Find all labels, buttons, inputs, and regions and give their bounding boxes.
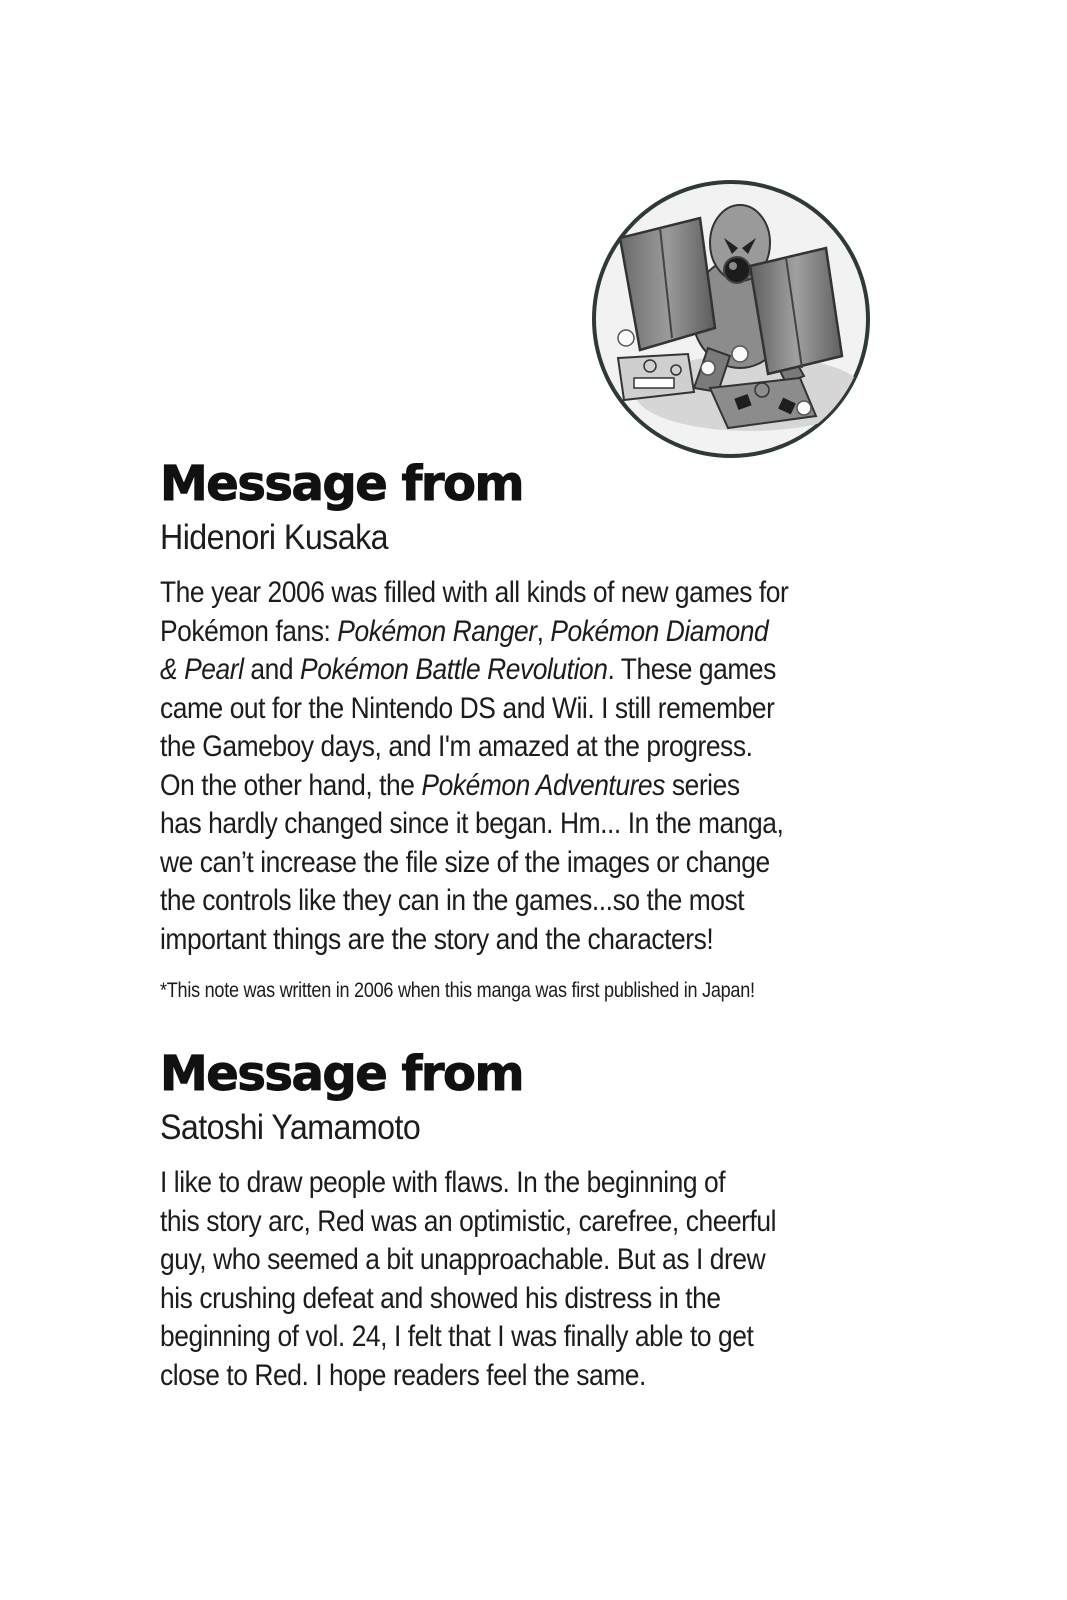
text-run: Pokémon fans: <box>160 614 338 648</box>
text-run: and <box>243 653 301 686</box>
italic-title: Pokémon Ranger <box>337 614 537 648</box>
italic-title: Pokémon Adventures <box>421 768 665 802</box>
text-line <box>160 1318 794 1357</box>
text-run: beginning of vol. 24, I felt that I was finally able to get <box>160 1320 754 1353</box>
text-line <box>160 1164 794 1203</box>
text-run: has hardly changed since it began. Hm... In the manga, <box>160 807 784 840</box>
text-line <box>160 690 794 729</box>
text-run: this story arc, Red was an optimistic, carefree, cheerful <box>160 1204 777 1238</box>
text-line <box>160 921 794 960</box>
text-run: close to Red. I hope readers feel the same. <box>160 1358 646 1392</box>
text-line <box>160 651 794 690</box>
italic-title: & Pearl <box>160 653 244 686</box>
text-line <box>160 613 794 652</box>
text-line <box>160 767 794 806</box>
italic-title: Pokémon Diamond <box>550 614 769 648</box>
text-run: his crushing defeat and showed his distress in the <box>160 1281 721 1315</box>
text-line <box>160 728 794 767</box>
text-line <box>160 805 794 844</box>
message-body <box>160 1164 880 1395</box>
text-run: . These games <box>607 653 776 686</box>
text-line <box>160 882 794 921</box>
text-run: we can’t increase the file size of the images or change <box>160 845 770 879</box>
text-line <box>160 1280 794 1319</box>
footnote: *This note was written in 2006 when this manga was first published in Japan! <box>160 979 755 1002</box>
section-heading: Message from <box>160 1046 524 1102</box>
text-run: The year 2006 was filled with all kinds of new games for <box>160 576 789 609</box>
text-run: On the other hand, the <box>160 768 422 802</box>
text-line <box>160 844 794 883</box>
author-name: Hidenori Kusaka <box>160 518 388 557</box>
italic-title: Pokémon Battle Revolution <box>300 653 608 686</box>
text-run: series <box>664 768 740 802</box>
message-section-kusaka <box>160 452 880 1005</box>
text-run: important things are the story and the characters! <box>160 922 714 956</box>
text-run: I like to draw people with flaws. In the beginning of <box>160 1166 726 1199</box>
section-heading: Message from <box>160 456 524 512</box>
text-line <box>160 1203 794 1242</box>
text-run: came out for the Nintendo DS and Wii. I still remember <box>160 691 775 725</box>
text-line <box>160 1357 794 1396</box>
author-name: Satoshi Yamamoto <box>160 1108 421 1147</box>
message-body <box>160 574 880 959</box>
text-run: the controls like they can in the games...so the most <box>160 884 745 917</box>
text-line <box>160 1241 794 1280</box>
robot-pokemon-illustration <box>590 178 872 460</box>
text-run: the Gameboy days, and I'm amazed at the progress. <box>160 730 753 763</box>
text-run: guy, who seemed a bit unapproachable. But as I drew <box>160 1243 766 1276</box>
text-line <box>160 574 794 613</box>
text-run: , <box>536 614 551 648</box>
message-section-yamamoto <box>160 1042 880 1395</box>
